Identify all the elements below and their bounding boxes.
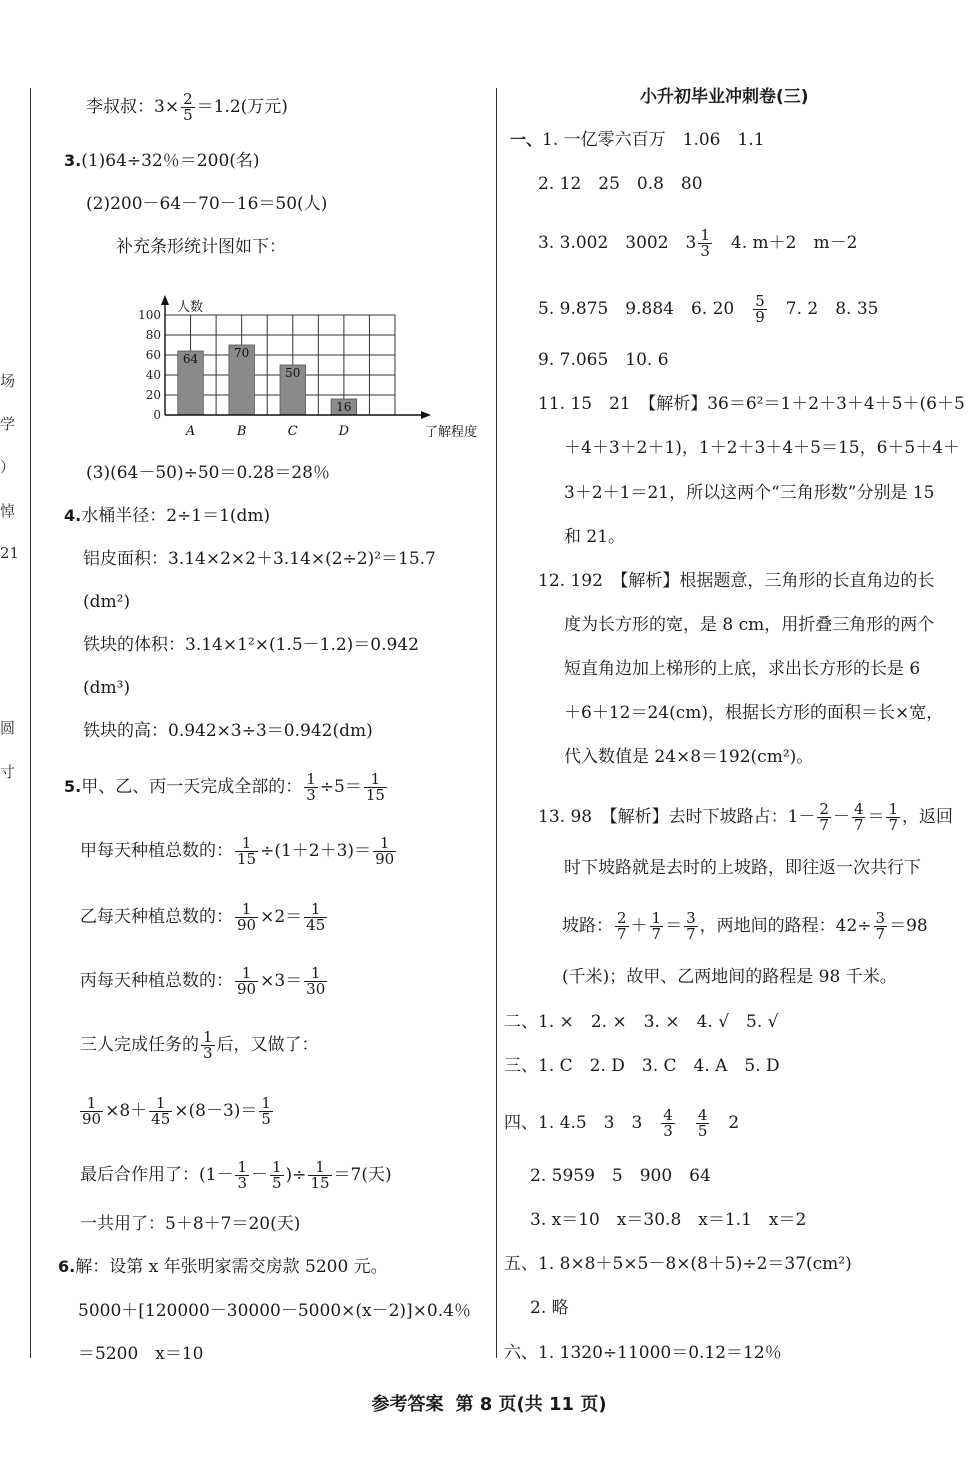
left-line xyxy=(78,1096,275,1127)
denominator: 5 xyxy=(183,106,193,124)
denominator: 7 xyxy=(888,816,899,834)
fraction xyxy=(201,1030,215,1061)
denominator: 5 xyxy=(261,1110,271,1128)
text: 甲、乙、丙一天完成全部的： xyxy=(81,777,303,797)
numerator: 1 xyxy=(235,836,258,852)
left-line xyxy=(64,505,270,527)
numerator: 1 xyxy=(700,226,710,244)
left-line: (dm³) xyxy=(83,678,131,698)
right-line: 9. 7.065 10. 6 xyxy=(538,350,669,370)
section-title: 小升初毕业冲刺卷(三) xyxy=(640,87,809,107)
footer-label: 参考答案 xyxy=(371,1394,444,1415)
text: 最后合作用了：(1－ xyxy=(80,1165,234,1185)
text: － xyxy=(251,1165,268,1185)
numerator: 4 xyxy=(697,1106,708,1124)
right-line: 和 21。 xyxy=(564,527,626,547)
fraction xyxy=(373,836,396,867)
numerator: 4 xyxy=(663,1106,673,1124)
denominator: 7 xyxy=(875,925,886,943)
denominator: 3 xyxy=(663,1122,673,1140)
bar-chart xyxy=(138,278,478,448)
left-line xyxy=(64,150,260,172)
denominator: 15 xyxy=(310,1174,330,1192)
fraction xyxy=(661,1108,675,1139)
text: ÷5＝ xyxy=(319,777,362,797)
edge-char: 悼 xyxy=(0,502,16,520)
fraction xyxy=(817,802,831,833)
x-tick-label: A xyxy=(185,424,196,439)
numerator: 1 xyxy=(80,1096,103,1112)
bar-value-label: 64 xyxy=(182,352,199,366)
right-line: 2. 5959 5 900 64 xyxy=(530,1166,711,1186)
denominator: 3 xyxy=(306,786,316,804)
left-margin-rule xyxy=(30,88,31,1358)
numerator: 2 xyxy=(819,800,829,818)
fraction xyxy=(235,836,258,867)
fraction xyxy=(886,802,900,833)
fraction xyxy=(684,911,698,942)
denominator: 90 xyxy=(82,1110,102,1128)
text: 7. 2 8. 35 xyxy=(785,299,879,319)
denominator: 9 xyxy=(755,308,765,326)
denominator: 5 xyxy=(697,1122,708,1140)
fraction xyxy=(259,1096,273,1127)
right-line: (千米)；故甲、乙两地间的路程是 98 千米。 xyxy=(562,967,897,987)
text: 13. 98 【解析】去时下坡路占：1－ xyxy=(538,807,816,827)
text: 乙每天种植总数的： xyxy=(80,907,233,927)
denominator: 7 xyxy=(819,816,829,834)
right-line: ＋6＋12＝24(cm)，根据长方形的面积＝长×宽， xyxy=(564,703,944,723)
denominator: 15 xyxy=(237,850,257,868)
numerator: 1 xyxy=(149,1096,172,1112)
left-line xyxy=(80,902,329,933)
numerator: 1 xyxy=(235,966,258,982)
fraction xyxy=(615,911,629,942)
page-footer xyxy=(0,1390,978,1416)
right-line xyxy=(538,802,953,833)
left-line: 铝皮面积：3.14×2×2＋3.14×(2÷2)²＝15.7 xyxy=(83,549,436,569)
numerator: 3 xyxy=(686,909,696,927)
right-line xyxy=(510,129,765,151)
denominator: 30 xyxy=(306,980,326,998)
text: (1)64÷32％＝200(名) xyxy=(81,151,260,171)
text: ，两地间的路程：42÷ xyxy=(699,916,872,936)
denominator: 3 xyxy=(237,1174,247,1192)
text: 2 xyxy=(728,1113,740,1133)
text: 4. m＋2 m－2 xyxy=(730,233,858,253)
y-tick-label: 0 xyxy=(153,408,161,422)
edge-char: 场 xyxy=(0,372,16,390)
text: 水桶半径：2÷1＝1(dm) xyxy=(81,506,271,526)
text: 3. 3.002 3002 3 xyxy=(538,233,697,253)
denominator: 3 xyxy=(203,1044,213,1062)
y-tick-label: 80 xyxy=(145,328,161,342)
text: － xyxy=(832,807,850,827)
fraction xyxy=(304,902,327,933)
right-line xyxy=(538,294,878,325)
fraction xyxy=(304,772,318,803)
text: 5. 9.875 9.884 6. 20 xyxy=(538,299,735,319)
text: ＝7(天) xyxy=(333,1165,392,1185)
text: 坡路： xyxy=(562,916,613,936)
right-line: 度为长方形的宽，是 8 cm，用折叠三角形的两个 xyxy=(564,615,935,635)
numerator: 1 xyxy=(272,1158,282,1176)
text: 解：设第 x 年张明家需交房款 5200 元。 xyxy=(75,1257,388,1277)
edge-char: 学 xyxy=(0,415,16,433)
numerator: 1 xyxy=(308,1160,331,1176)
text: 1. 一亿零六百万 1.06 1.1 xyxy=(542,130,765,150)
right-line: ＋4＋3＋2＋1)，1＋2＋3＋4＋5＝15，6＋5＋4＋ xyxy=(564,438,961,458)
left-line: 一共用了：5＋8＋7＝20(天) xyxy=(80,1214,301,1234)
numerator: 5 xyxy=(755,292,765,310)
text: ×2＝ xyxy=(260,907,303,927)
right-line: 短直角边加上梯形的上底，求出长方形的长是 6 xyxy=(564,659,921,679)
y-axis-title: 人数 xyxy=(177,300,204,315)
y-tick-label: 40 xyxy=(145,368,161,382)
fraction xyxy=(235,966,258,997)
denominator: 90 xyxy=(375,850,395,868)
right-line: 五、1. 8×8＋5×5－8×(8＋5)÷2＝37(cm²) xyxy=(504,1254,852,1274)
left-line xyxy=(80,1030,319,1061)
right-line: 时下坡路就是去时的上坡路，即往返一次共行下 xyxy=(564,858,921,878)
text: 后，又做了： xyxy=(216,1035,319,1055)
edge-char: 圆 xyxy=(0,719,16,737)
question-number: 3. xyxy=(64,151,82,170)
denominator: 45 xyxy=(151,1110,171,1128)
right-line: 代入数值是 24×8＝192(cm²)。 xyxy=(564,747,814,767)
right-line: 2. 12 25 0.8 80 xyxy=(538,174,703,194)
numerator: 1 xyxy=(203,1028,213,1046)
left-line xyxy=(86,92,288,123)
bar-value-label: 16 xyxy=(336,400,352,414)
denominator: 7 xyxy=(651,925,662,943)
text: )÷ xyxy=(285,1165,307,1185)
fraction xyxy=(308,1160,331,1191)
right-line: 3＋2＋1＝21，所以这两个“三角形数”分别是 15 xyxy=(564,483,935,503)
edge-char: 21 xyxy=(0,544,20,562)
fraction xyxy=(270,1160,284,1191)
fraction xyxy=(696,1108,710,1139)
text: 丙每天种植总数的： xyxy=(80,971,233,991)
text: ＝ xyxy=(867,807,885,827)
text: 甲每天种植总数的： xyxy=(80,841,233,861)
edge-char: ） xyxy=(0,458,16,476)
edge-char: 寸 xyxy=(0,763,16,781)
numerator: 1 xyxy=(364,772,387,788)
numerator: 1 xyxy=(237,1158,247,1176)
left-line xyxy=(80,836,398,867)
text: ，返回 xyxy=(902,807,954,827)
fraction xyxy=(650,911,664,942)
left-line xyxy=(80,966,329,997)
page-number: 第 8 页(共 11 页) xyxy=(455,1394,607,1415)
numerator: 1 xyxy=(888,800,899,818)
y-tick-label: 100 xyxy=(138,308,161,322)
right-line: 三、1. C 2. D 3. C 4. A 5. D xyxy=(504,1056,780,1076)
fraction xyxy=(304,966,327,997)
denominator: 90 xyxy=(237,980,257,998)
fraction xyxy=(235,1160,249,1191)
denominator: 15 xyxy=(365,786,385,804)
text: 李叔叔：3× xyxy=(86,97,180,117)
text: ÷(1＋2＋3)＝ xyxy=(260,841,372,861)
bar-value-label: 70 xyxy=(234,346,250,360)
y-tick-label: 20 xyxy=(145,388,161,402)
numerator: 1 xyxy=(304,902,327,918)
numerator: 3 xyxy=(875,909,886,927)
text: ×8＋ xyxy=(105,1101,148,1121)
y-axis-arrow-icon xyxy=(161,295,169,305)
fraction xyxy=(364,772,387,803)
numerator: 2 xyxy=(183,90,193,108)
right-line xyxy=(538,228,857,259)
denominator: 90 xyxy=(237,916,257,934)
bar-value-label: 50 xyxy=(285,366,301,380)
denominator: 5 xyxy=(272,1174,282,1192)
x-tick-label: B xyxy=(236,424,247,439)
question-number: 5. xyxy=(64,777,82,796)
denominator: 45 xyxy=(306,916,326,934)
denominator: 7 xyxy=(617,925,627,943)
x-axis-arrow-icon xyxy=(421,411,431,419)
numerator: 1 xyxy=(235,902,258,918)
denominator: 7 xyxy=(853,816,864,834)
x-axis-title: 了解程度 xyxy=(424,425,478,440)
left-line: (2)200－64－70－16＝50(人) xyxy=(86,194,328,214)
numerator: 1 xyxy=(304,966,327,982)
text: ×3＝ xyxy=(260,971,303,991)
numerator: 1 xyxy=(651,909,662,927)
left-line: (dm²) xyxy=(83,592,131,612)
fraction xyxy=(753,294,767,325)
numerator: 4 xyxy=(853,800,864,818)
question-number: 6. xyxy=(58,1257,76,1276)
left-line: 5000＋[120000－30000－5000×(x－2)]×0.4％ xyxy=(78,1301,471,1321)
right-line: 二、1. × 2. × 3. × 4. √ 5. √ xyxy=(504,1012,779,1032)
right-line xyxy=(562,911,928,942)
fraction xyxy=(698,228,712,259)
fraction xyxy=(874,911,888,942)
left-line xyxy=(64,772,389,803)
y-tick-label: 60 xyxy=(145,348,161,362)
text: ＋ xyxy=(630,916,648,936)
left-line: 补充条形统计图如下： xyxy=(116,237,286,257)
left-line: ＝5200 x＝10 xyxy=(78,1344,204,1364)
text: 三人完成任务的 xyxy=(80,1035,199,1055)
section-label: 一、 xyxy=(510,130,543,149)
numerator: 1 xyxy=(261,1094,271,1112)
fraction xyxy=(852,802,866,833)
left-line: (3)(64－50)÷50＝0.28＝28％ xyxy=(86,463,330,483)
x-tick-label: D xyxy=(338,424,350,439)
denominator: 7 xyxy=(686,925,696,943)
text: ＝ xyxy=(665,916,683,936)
left-line xyxy=(80,1160,392,1191)
left-line: 铁块的高：0.942×3÷3＝0.942(dm) xyxy=(83,721,373,741)
numerator: 1 xyxy=(373,836,396,852)
right-line: 3. x＝10 x＝30.8 x＝1.1 x＝2 xyxy=(530,1210,807,1230)
right-line: 12. 192 【解析】根据题意，三角形的长直角边的长 xyxy=(538,571,935,591)
right-line xyxy=(504,1108,739,1139)
right-line: 11. 15 21 【解析】36＝6²＝1＋2＋3＋4＋5＋(6＋5 xyxy=(538,394,965,414)
text: ＝98 xyxy=(889,916,928,936)
fraction xyxy=(181,92,195,123)
numerator: 2 xyxy=(617,909,627,927)
text: ×(8－3)＝ xyxy=(174,1101,258,1121)
column-divider xyxy=(496,88,497,1358)
denominator: 3 xyxy=(700,242,710,260)
numerator: 1 xyxy=(306,770,316,788)
fraction xyxy=(235,902,258,933)
fraction xyxy=(80,1096,103,1127)
right-line: 六、1. 1320÷11000＝0.12＝12％ xyxy=(504,1343,782,1363)
text: ＝1.2(万元) xyxy=(196,97,288,117)
text: 四、1. 4.5 3 3 xyxy=(504,1113,643,1133)
x-tick-label: C xyxy=(287,424,298,439)
left-line xyxy=(58,1256,388,1278)
fraction xyxy=(149,1096,172,1127)
question-number: 4. xyxy=(64,506,82,525)
left-line: 铁块的体积：3.14×1²×(1.5－1.2)＝0.942 xyxy=(83,635,419,655)
right-line: 2. 略 xyxy=(530,1298,569,1318)
